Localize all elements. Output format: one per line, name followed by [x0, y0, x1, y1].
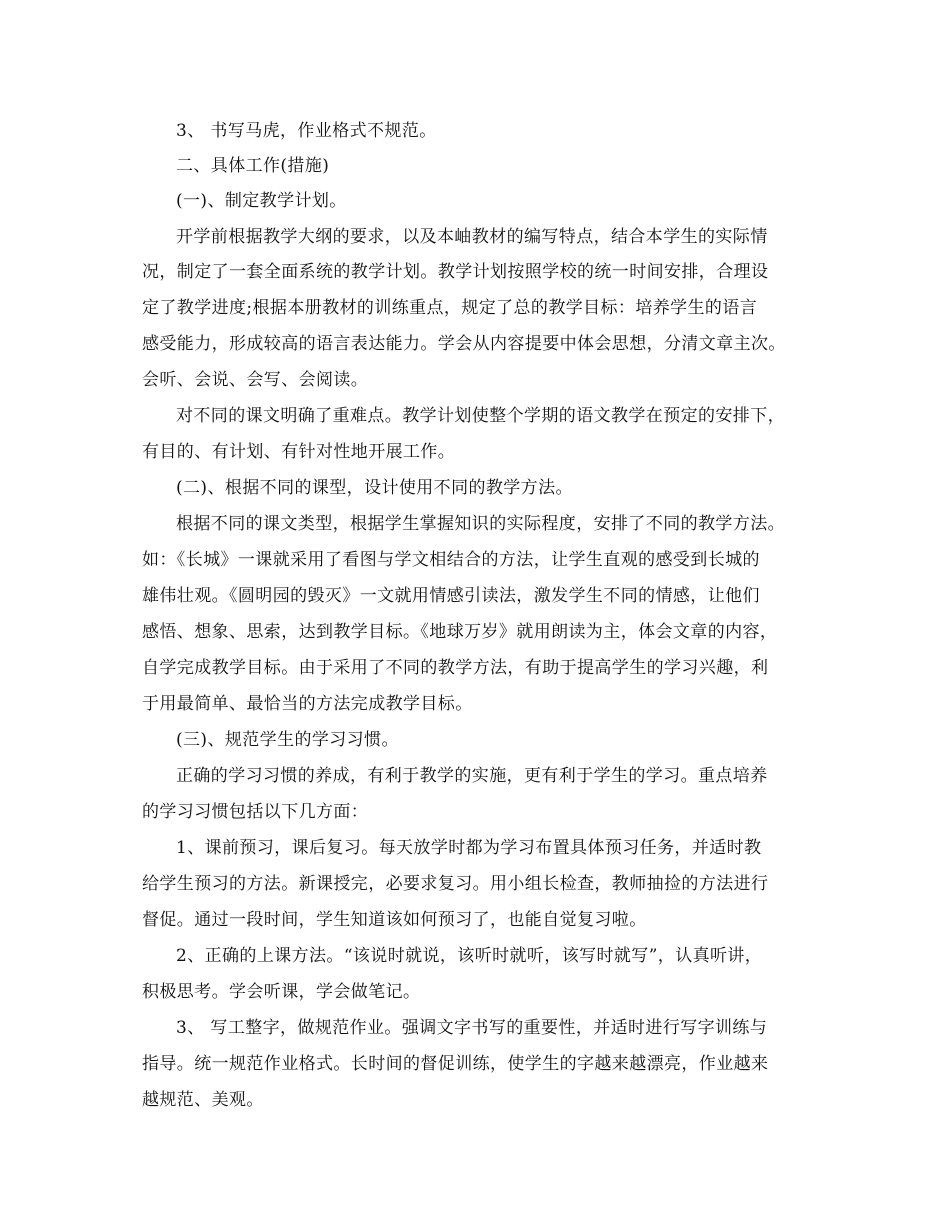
subsection-heading: (三)、规范学生的学习习惯。 [176, 730, 399, 750]
paragraph-line: 正确的学习习惯的养成，有利于教学的实施，更有利于学生的学习。重点培养 [176, 766, 768, 786]
list-item: 3、 写工整字，做规范作业。强调文字书写的重要性，并适时进行写字训练与 [176, 1018, 768, 1038]
paragraph-line: 越规范、美观。 [142, 1090, 264, 1110]
subsection-heading: (二)、根据不同的课型，设计使用不同的教学方法。 [176, 478, 573, 498]
text-line: 3、 书写马虎，作业格式不规范。 [176, 121, 437, 141]
paragraph-line: 雄伟壮观。《圆明园的毁灭》一文就用情感引读法，激发学生不同的情感，让他们 [142, 586, 760, 606]
paragraph-line: 感悟、想象、思索，达到教学目标。《地球万岁》就用朗读为主，体会文章的内容， [142, 622, 778, 642]
paragraph-line: 根据不同的课文类型，根据学生掌握知识的实际程度，安排了不同的教学方法。 [176, 514, 785, 534]
paragraph-line: 对不同的课文明确了重难点。教学计划使整个学期的语文教学在预定的安排下， [176, 406, 785, 426]
paragraph-line: 自学完成教学目标。由于采用了不同的教学方法，有助于提高学生的学习兴趣，利 [142, 658, 769, 678]
paragraph-line: 积极思考。学会听课，学会做笔记。 [142, 982, 421, 1002]
paragraph-line: 感受能力，形成较高的语言表达能力。学会从内容提要中体会思想，分清文章主次。 [142, 334, 786, 354]
paragraph-line: 况，制定了一套全面系统的教学计划。教学计划按照学校的统一时间安排，合理设 [142, 262, 769, 282]
paragraph-line: 如：《长城》一课就采用了看图与学文相结合的方法，让学生直观的感受到长城的 [142, 550, 760, 570]
paragraph-line: 给学生预习的方法。新课授完，必要求复习。用小组长检查，教师抽捡的方法进行 [142, 874, 769, 894]
paragraph-line: 的学习习惯包括以下几方面： [142, 802, 369, 822]
list-item: 2、正确的上课方法。“该说时就说，该听时就听，该写时就写”，认真听讲， [176, 946, 763, 966]
paragraph-line: 会听、会说、会写、会阅读。 [142, 370, 369, 390]
paragraph-line: 指导。统一规范作业格式。长时间的督促训练，使学生的字越来越漂亮，作业越来 [142, 1054, 769, 1074]
list-item: 1、课前预习，课后复习。每天放学时都为学习布置具体预习任务，并适时教 [176, 838, 762, 858]
paragraph-line: 于用最简单、最恰当的方法完成教学目标。 [142, 694, 473, 714]
paragraph-line: 督促。通过一段时间，学生知道该如何预习了，也能自觉复习啦。 [142, 910, 647, 930]
paragraph-line: 开学前根据教学大纲的要求，以及本岫教材的编写特点，结合本学生的实际情 [176, 227, 768, 247]
paragraph-line: 有目的、有计划、有针对性地开展工作。 [142, 442, 456, 462]
section-heading: 二、具体工作(措施) [176, 156, 330, 176]
subsection-heading: (一)、制定教学计划。 [176, 191, 347, 211]
paragraph-line: 定了教学进度;根据本册教材的训练重点，规定了总的教学目标：培养学生的语言 [142, 298, 758, 318]
